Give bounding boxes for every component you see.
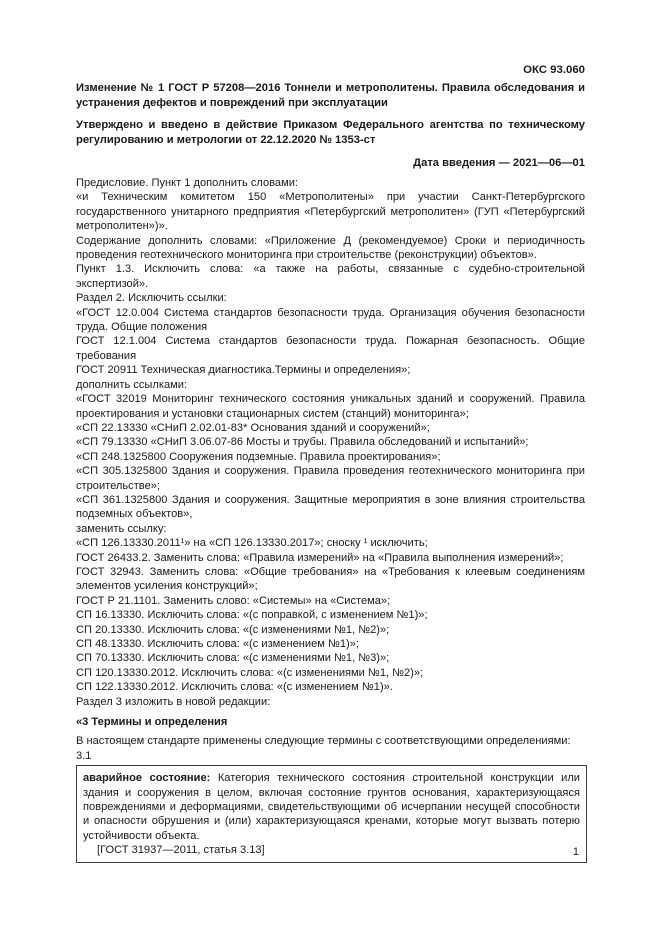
paragraph: СП 16.13330. Исключить слова: «(с поправкой, с изменением №1)»; [76, 609, 428, 622]
page-number: 1 [572, 846, 579, 858]
paragraph: ГОСТ 12.1.004 Система стандартов безопасности труда. Пожарная безопасность. Общие требования [76, 335, 585, 362]
section-heading: «3 Термины и определения [76, 716, 228, 729]
paragraph: «СП 361.1325800 Здания и сооружения. Защитные мероприятия в зоне влияния строительства подземных объектов», [76, 493, 585, 521]
definition-text [83, 771, 580, 843]
paragraph: «СП 248.1325800 Сооружения подземные. Правила проектирования»; [76, 450, 441, 463]
paragraph: «СП 126.13330.2011¹» на «СП 126.13330.2017»; сноску ¹ исключить; [76, 537, 428, 550]
paragraph: Содержание дополнить словами: «Приложение Д (рекомендуемое) Сроки и периодичность проведения геотехнического мониторинга при строительстве (реконструкции) объектов». [76, 234, 585, 262]
paragraph: «СП 305.1325800 Здания и сооружения. Правила проведения геотехнического мониторинга при строительстве»; [76, 465, 585, 492]
paragraph: ГОСТ 20911 Техническая диагностика.Термины и определения»; [76, 364, 411, 377]
definition-source: [ГОСТ 31937—2011, статья 3.13] [97, 844, 265, 857]
definition-body: Категория технического состояния строительной конструкции или здания и сооружения в целом, включая состояние грунтов основания, характеризующаяся повреждениями и деформациями, свидетельствующими об исчерпании несущей способности и опасности обрушения и (или) характеризующаяся кренами, которые могут вызвать потерю устойчивости объекта. [83, 772, 581, 842]
paragraph: Раздел 3 изложить в новой редакции: [76, 695, 271, 708]
paragraph: Предисловие. Пункт 1 дополнить словами: [76, 177, 298, 189]
paragraph: ГОСТ 26433.2. Заменить слова: «Правила измерений» на «Правила выполнения измерений»; [76, 551, 564, 564]
paragraph: дополнить ссылками: [76, 378, 188, 391]
paragraph: СП 120.13330.2012. Исключить слова: «(с изменениями №1, №2)»; [76, 666, 424, 679]
paragraph: ГОСТ Р 21.1101. Заменить слово: «Системы» на «Система»; [76, 594, 391, 607]
effective-date: Дата введения — 2021—06—01 [413, 157, 585, 169]
amendment-body [76, 176, 585, 863]
amendment-header [76, 81, 585, 171]
definition-term: аварийное состояние: [83, 772, 211, 785]
paragraph: СП 122.13330.2012. Исключить слова: «(с изменением №1)». [76, 681, 393, 694]
amendment-title: Изменение № 1 ГОСТ Р 57208—2016 Тоннели и метрополитены. Правила обследования и устранения дефектов и повреждений при эксплуатации [76, 82, 585, 109]
paragraph: СП 70.13330. Исключить слова: «(с изменениями №1, №3)»; [76, 652, 390, 665]
paragraph: СП 20.13330. Исключить слова: «(с изменениями №1, №2)»; [76, 623, 390, 636]
section-intro: В настоящем стандарте применены следующие термины с соответствующими определениями: [76, 735, 571, 748]
paragraph: заменить ссылку: [76, 522, 167, 535]
paragraph: «ГОСТ 12.0.004 Система стандартов безопасности труда. Организация обучения безопасности труда. Общие положения [76, 306, 585, 334]
paragraph: Пункт 1.3. Исключить слова: «а также на работы, связанные с судебно-строительной экспертизой». [76, 263, 585, 290]
paragraph: СП 48.13330. Исключить слова: «(с изменением №1)»; [76, 638, 359, 650]
approval-statement: Утверждено и введено в действие Приказом Федерального агентства по техническому регулированию и метрологии от 22.12.2020 № 1353-ст [76, 119, 585, 146]
paragraph: «СП 22.13330 «СНиП 2.02.01-83* Основания зданий и сооружений»; [76, 421, 430, 434]
clause-number: 3.1 [76, 749, 92, 762]
paragraph: ГОСТ 32943. Заменить слова: «Общие требования» на «Требования к клеевым соединениям элементов усиления конструкций»; [76, 565, 585, 593]
classification-code: ОКС 93.060 [523, 64, 585, 76]
paragraph: Раздел 2. Исключить ссылки: [76, 292, 227, 305]
paragraph: «и Техническим комитетом 150 «Метрополитены» при участии Санкт-Петербургского государственного унитарного предприятия «Петербургский метрополитен» (ГУП «Петербургский метрополитен»)». [76, 191, 585, 233]
paragraph: «СП 79.13330 «СНиП 3.06.07-86 Мосты и трубы. Правила обследований и испытаний»; [76, 436, 529, 449]
paragraph: «ГОСТ 32019 Мониторинг технического состояния уникальных зданий и сооружений. Правила проектирования и установки стационарных систем (станций) мониторинга»; [76, 393, 585, 420]
definition-box [76, 765, 587, 862]
